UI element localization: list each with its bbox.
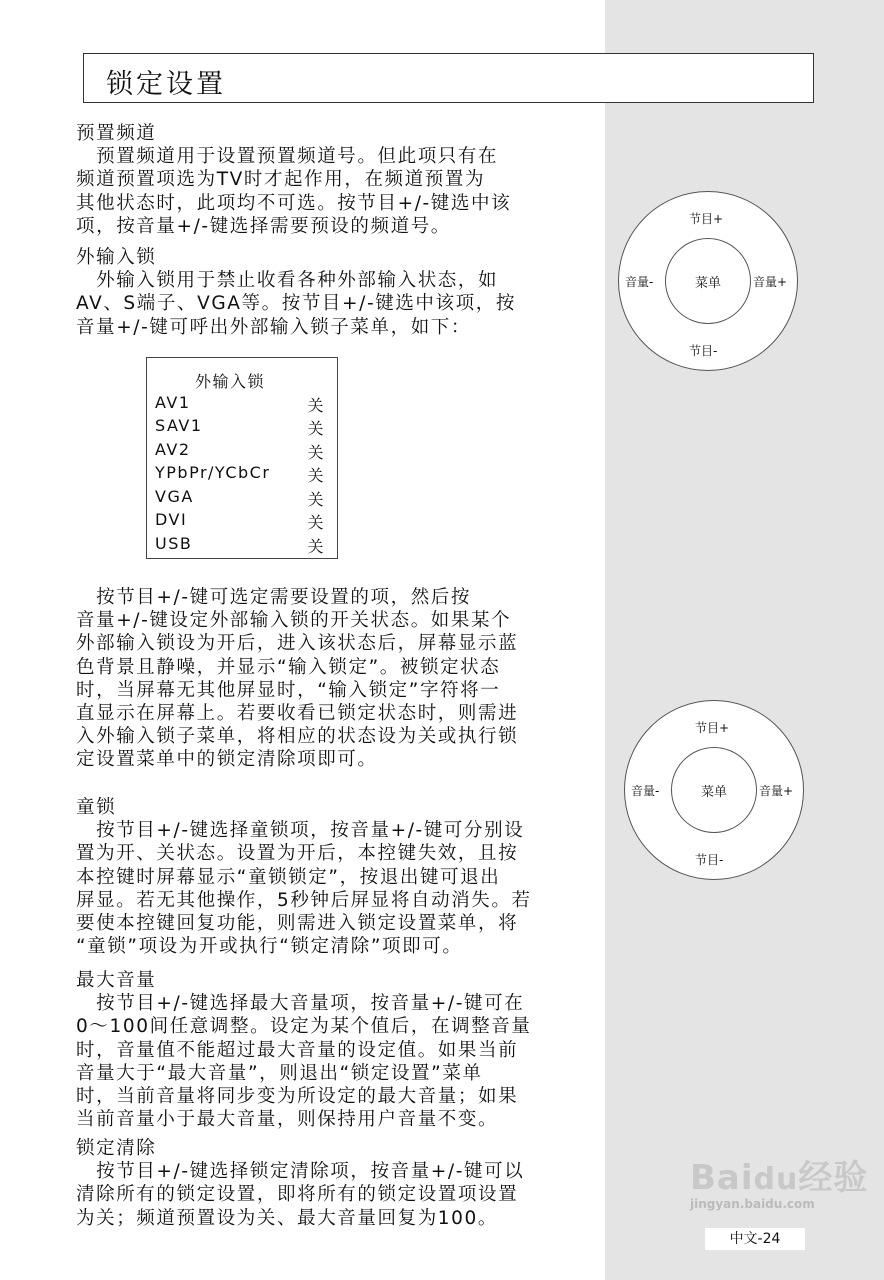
text-line: AV、S端子、VGA等。按节目+/-键选中该项，按	[76, 293, 516, 315]
text-line: 直显示在屏幕上。若要收看已锁定状态时，则需进	[76, 702, 519, 724]
dial-volume-up: 音量+	[753, 275, 788, 289]
menu-row-name: DVI	[155, 510, 188, 529]
menu-row-name: VGA	[155, 486, 194, 506]
text-line: 0～100间任意调整。设定为某个值后，在调整音量	[76, 1016, 532, 1038]
menu-title: 外输入锁	[194, 372, 265, 391]
section-max-volume	[76, 969, 606, 1131]
remote-dial-diagram	[624, 700, 804, 880]
text-line: 预置频道用于设置预置频道号。但此项只有在	[76, 146, 499, 168]
section-input-lock	[76, 246, 606, 339]
text-line: 置为开、关状态。设置为开后，本控键失效，且按	[76, 843, 519, 865]
section-heading: 外输入锁	[76, 247, 157, 268]
menu-row-value: 关	[307, 466, 325, 485]
menu-row-name: SAV1	[155, 416, 203, 435]
section-heading: 童锁	[76, 797, 117, 818]
text-line: 按节目+/-键选择童锁项，按音量+/-键可分别设	[76, 820, 525, 842]
menu-row	[147, 510, 337, 534]
text-line: 当前音量小于最大音量，则保持用户音量不变。	[76, 1109, 499, 1131]
menu-row-name: YPbPr/YCbCr	[155, 463, 271, 482]
text-line: 本控键时屏幕显示“童锁锁定”，按退出键可退出	[76, 866, 501, 888]
text-line: 时，音量值不能超过最大音量的设定值。如果当前	[76, 1039, 519, 1061]
section-heading: 锁定清除	[76, 1138, 157, 1159]
text-line: “童锁”项设为开或执行“锁定清除”项即可。	[76, 936, 463, 958]
menu-row	[147, 393, 337, 417]
text-line: 外输入锁用于禁止收看各种外部输入状态，如	[76, 270, 499, 292]
text-line: 屏显。若无其他操作，5秒钟后屏显将自动消失。若	[76, 889, 532, 911]
dial-menu-label: 菜单	[700, 784, 727, 800]
menu-row-value: 关	[307, 536, 325, 556]
dial-channel-down: 节目-	[695, 853, 724, 867]
section-child-lock	[76, 796, 606, 958]
menu-row	[147, 534, 337, 558]
menu-row-value: 关	[307, 395, 325, 415]
text-line: 按节目+/-键选择锁定清除项，按音量+/-键可以	[76, 1161, 525, 1183]
dial-channel-up: 节目+	[695, 721, 730, 735]
dial-menu-center	[671, 747, 757, 833]
dial-channel-down: 节目-	[689, 344, 718, 358]
input-lock-menu	[146, 357, 338, 559]
dial-volume-down: 音量-	[631, 784, 660, 798]
text-line: 时，当屏幕无其他屏显时，“输入锁定”字符将一	[76, 679, 501, 701]
text-line: 按节目+/-键可选定需要设置的项，然后按	[76, 587, 472, 608]
menu-row-value: 关	[307, 513, 325, 532]
dial-menu-center	[665, 238, 751, 324]
baidu-watermark-logo: Baidu经验 jingyan.baidu.com	[690, 1158, 869, 1211]
text-line: 按节目+/-键选择最大音量项，按音量+/-键可在	[76, 993, 525, 1015]
text-line: 为关；频道预置设为关、最大音量回复为100。	[76, 1207, 499, 1229]
remote-dial-diagram	[618, 191, 798, 371]
text-line: 音量+/-键设定外部输入锁的开关状态。如果某个	[76, 610, 512, 632]
page-title: 锁定设置	[106, 69, 226, 100]
menu-row-value: 关	[307, 489, 325, 509]
menu-row	[147, 416, 337, 440]
menu-row	[147, 440, 337, 464]
dial-volume-up: 音量+	[759, 784, 794, 798]
text-line: 定设置菜单中的锁定清除项即可。	[76, 749, 378, 771]
text-line: 频道预置项选为TV时才起作用，在频道预置为	[76, 169, 486, 191]
section-heading: 最大音量	[76, 970, 157, 991]
section-heading: 预置频道	[76, 123, 157, 144]
dial-volume-down: 音量-	[625, 275, 654, 289]
menu-row	[147, 487, 337, 511]
text-line: 外部输入锁设为开后，进入该状态后，屏幕显示蓝	[76, 633, 519, 655]
dial-menu-label: 菜单	[694, 275, 721, 291]
text-line: 音量+/-键可呼出外部输入锁子菜单，如下：	[76, 316, 472, 338]
menu-row-name: AV1	[155, 392, 191, 412]
text-line: 时，当前音量将同步变为所设定的最大音量；如果	[76, 1085, 519, 1107]
text-line: 色背景且静噪，并显示“输入锁定”。被锁定状态	[76, 656, 501, 678]
menu-row-value: 关	[307, 442, 325, 462]
text-line: 其他状态时，此项均不可选。按节目+/-键选中该	[76, 192, 512, 214]
text-line: 清除所有的锁定设置，即将所有的锁定设置项设置	[76, 1184, 519, 1206]
menu-row-name: AV2	[155, 439, 191, 459]
dial-channel-up: 节目+	[689, 212, 724, 226]
text-line: 要使本控键回复功能，则需进入锁定设置菜单，将	[76, 912, 519, 934]
text-line: 项，按音量+/-键选择需要预设的频道号。	[76, 215, 451, 237]
text-line: 音量大于“最大音量”，则退出“锁定设置”菜单	[76, 1062, 483, 1084]
page-number: 中文-24	[705, 1228, 805, 1250]
section-preset-channel	[76, 122, 606, 238]
section-lock-clear	[76, 1137, 606, 1230]
section-lock-usage	[76, 586, 606, 772]
sidebar-panel	[605, 0, 884, 1280]
menu-row-name: USB	[155, 533, 193, 553]
menu-row	[147, 463, 337, 487]
page-title-box	[83, 53, 814, 103]
menu-row-value: 关	[307, 419, 325, 438]
text-line: 入外输入锁子菜单，将相应的状态设为关或执行锁	[76, 726, 519, 748]
